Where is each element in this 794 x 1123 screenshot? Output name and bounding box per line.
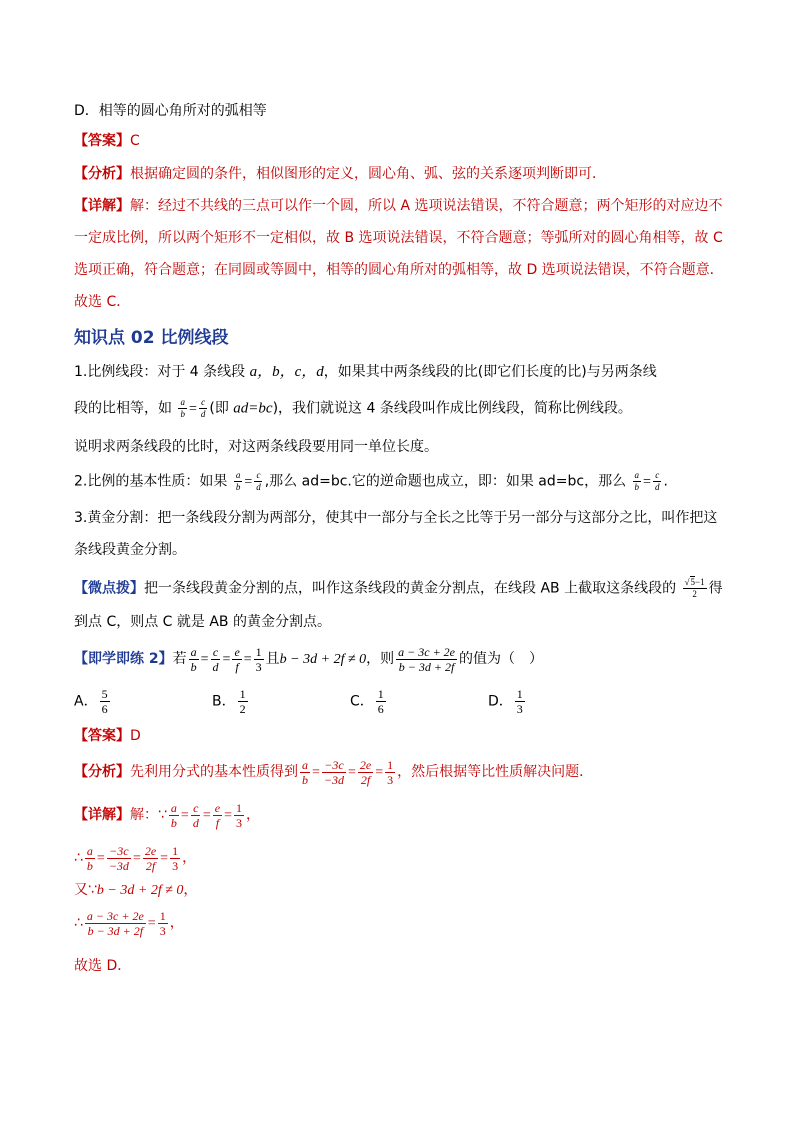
tip-text-1: 把一条线段黄金分割的点，叫作这条线段的黄金分割点，在线段 AB 上截取这条线段的 — [144, 580, 677, 597]
answer-tag: 【答案】 — [74, 728, 130, 744]
q2-detail-line-2: ∴ $\frac{a}{b}$ = $\frac{-3c}{-3d}$ = $\frac{2e}{2f}$ = $\frac{1}{3}$ ， — [74, 844, 197, 874]
option-a: A． $\frac{5}{6}$ — [74, 687, 108, 716]
detail-tag: 【详解】 — [74, 807, 130, 823]
q2-condition: b − 3d + 2f ≠ 0 — [279, 652, 367, 667]
tip-text-1b: 得 — [708, 580, 723, 597]
q2-detail-line-3: 又∵b − 3d + 2f ≠ 0， — [74, 882, 198, 898]
note-line: 说明求两条线段的比时，对这两条线段要用同一单位长度。 — [74, 439, 438, 455]
q2-detail-line-1: 【详解】解：∵ $\frac{a}{b}$ = $\frac{c}{d}$ = $\frac{e}{f}$ = $\frac{1}{3}$ ， — [74, 801, 260, 831]
detail-pre: 解：∵ — [130, 807, 167, 823]
property-text-1: 2.比例的基本性质：如果 — [74, 473, 232, 490]
q2-pre: 若 — [172, 651, 187, 667]
q2-answer-line — [74, 726, 141, 746]
golden-line-1: 3.黄金分割：把一条线段分割为两部分，使其中一部分与全长之比等于另一部分与这部分之比，叫作把这 — [74, 510, 718, 526]
option-d: D． $\frac{1}{3}$ — [488, 687, 523, 716]
def-text-3: 段的比相等，如 — [74, 400, 177, 417]
fraction-a-b-3: $\frac{a}{b}$ — [634, 470, 640, 492]
q1-answer-line — [74, 131, 140, 151]
q1-detail-line-2: 一定成比例，所以两个矩形不一定相似，故 B 选项说法错误，不符合题意；等弧所对的圆心角相等，故 C — [74, 230, 723, 246]
fraction-a-b-2: $\frac{a}{b}$ — [235, 470, 241, 492]
q1-conclusion: 故选 C． — [74, 294, 131, 310]
q2-post2: 的值为（ ） — [459, 651, 543, 667]
answer-value: D — [130, 728, 141, 744]
q1-detail-line-3: 选项正确，符合题意；在同圆或等圆中，相等的圆心角所对的弧相等，故 D 选项说法错误，不符合题意． — [74, 262, 724, 278]
option-b: B． $\frac{1}{2}$ — [212, 687, 246, 716]
q2-analysis-line: 【分析】先利用分式的基本性质得到 $\frac{a}{b}$ = $\frac{-3c}{-3d}$ = $\frac{2e}{2f}$ = $\frac{1}{3}$ ，然后根据等比性质解决问题． — [74, 758, 594, 788]
q2-tag: 【即学即练 2】 — [74, 651, 173, 667]
q2-conclusion: 故选 D． — [74, 958, 132, 974]
analysis-tag: 【分析】 — [74, 764, 130, 780]
property-line: 2.比例的基本性质：如果 $\frac{a}{b}$ = $\frac{c}{d}$ ,那么 ad=bc.它的逆命题也成立，即：如果 ad=bc，那么 $\frac{a}{b}$ = $\frac{c}{d}$ . — [74, 470, 668, 492]
def-text-2: ，如果其中两条线段的比(即它们长度的比)与另两条线 — [323, 364, 657, 380]
q1-analysis-line — [74, 164, 606, 184]
analysis-text-2: ，然后根据等比性质解决问题． — [397, 764, 594, 780]
property-text-2: ,那么 ad=bc.它的逆命题也成立，即：如果 ad=bc，那么 — [264, 473, 631, 490]
def-text-1: 1.比例线段：对于 4 条线段 — [74, 364, 250, 380]
answer-tag: 【答案】 — [74, 133, 130, 149]
def-line-2: 段的比相等，如 $\frac{a}{b}$ = $\frac{c}{d}$ (即 ad=bc)，我们就说这 4 条线段叫作成比例线段，简称比例线段。 — [74, 397, 632, 419]
def-line-1 — [74, 362, 657, 382]
def-vars: a，b，c，d — [249, 364, 324, 380]
q2-post: ，则 — [366, 651, 395, 667]
tip-tag: 【微点拨】 — [74, 580, 144, 597]
golden-line-2: 条线段黄金分割。 — [74, 542, 186, 558]
period: . — [663, 473, 668, 490]
answer-value: C — [130, 133, 140, 149]
option-c: C． $\frac{1}{6}$ — [350, 687, 384, 716]
def-text-4: (即 — [209, 400, 234, 417]
analysis-text-1: 先利用分式的基本性质得到 — [130, 764, 298, 780]
fraction-c-d: $\frac{c}{d}$ — [200, 397, 206, 419]
detail-text-1: 解：经过不共线的三点可以作一个圆，所以 A 选项说法错误，不符合题意；两个矩形的对应边不 — [130, 198, 723, 214]
analysis-text: 根据确定圆的条件，相似图形的定义，圆心角、弧、弦的关系逐项判断即可． — [130, 166, 606, 182]
golden-ratio-fraction: $\frac{√5-1}{2}$ — [684, 577, 705, 599]
fraction-c-d-2: $\frac{c}{d}$ — [256, 470, 261, 492]
tip-line-2: 到点 C，则点 C 就是 AB 的黄金分割点。 — [74, 614, 331, 630]
section-heading: 知识点 02 比例线段 — [74, 328, 229, 348]
fraction-a-b: $\frac{a}{b}$ — [180, 397, 185, 419]
option-d-prev: D．相等的圆心角所对的弧相等 — [74, 103, 267, 119]
q1-detail-line-1 — [74, 196, 722, 216]
analysis-tag: 【分析】 — [74, 166, 130, 182]
q2-stem: 【即学即练 2】若 $\frac{a}{b}$ = $\frac{c}{d}$ = $\frac{e}{f}$ = $\frac{1}{3}$ 且b − 3d + 2f ≠ 0，则 $\frac{a - 3c + 2e}{b - 3d + 2f}$ 的值为（ ） — [74, 645, 543, 675]
def-text-5: )，我们就说这 4 条线段叫作成比例线段，简称比例线段。 — [272, 400, 632, 417]
fraction-c-d-3: $\frac{c}{d}$ — [654, 470, 660, 492]
q2-detail-line-4: ∴ $\frac{a - 3c + 2e}{b - 3d + 2f}$ = $\frac{1}{3}$ ， — [74, 909, 184, 939]
detail-tag: 【详解】 — [74, 198, 130, 214]
tip-line-1 — [74, 578, 723, 599]
def-adbc: ad=bc — [233, 400, 273, 417]
q2-mid: 且 — [265, 651, 280, 667]
